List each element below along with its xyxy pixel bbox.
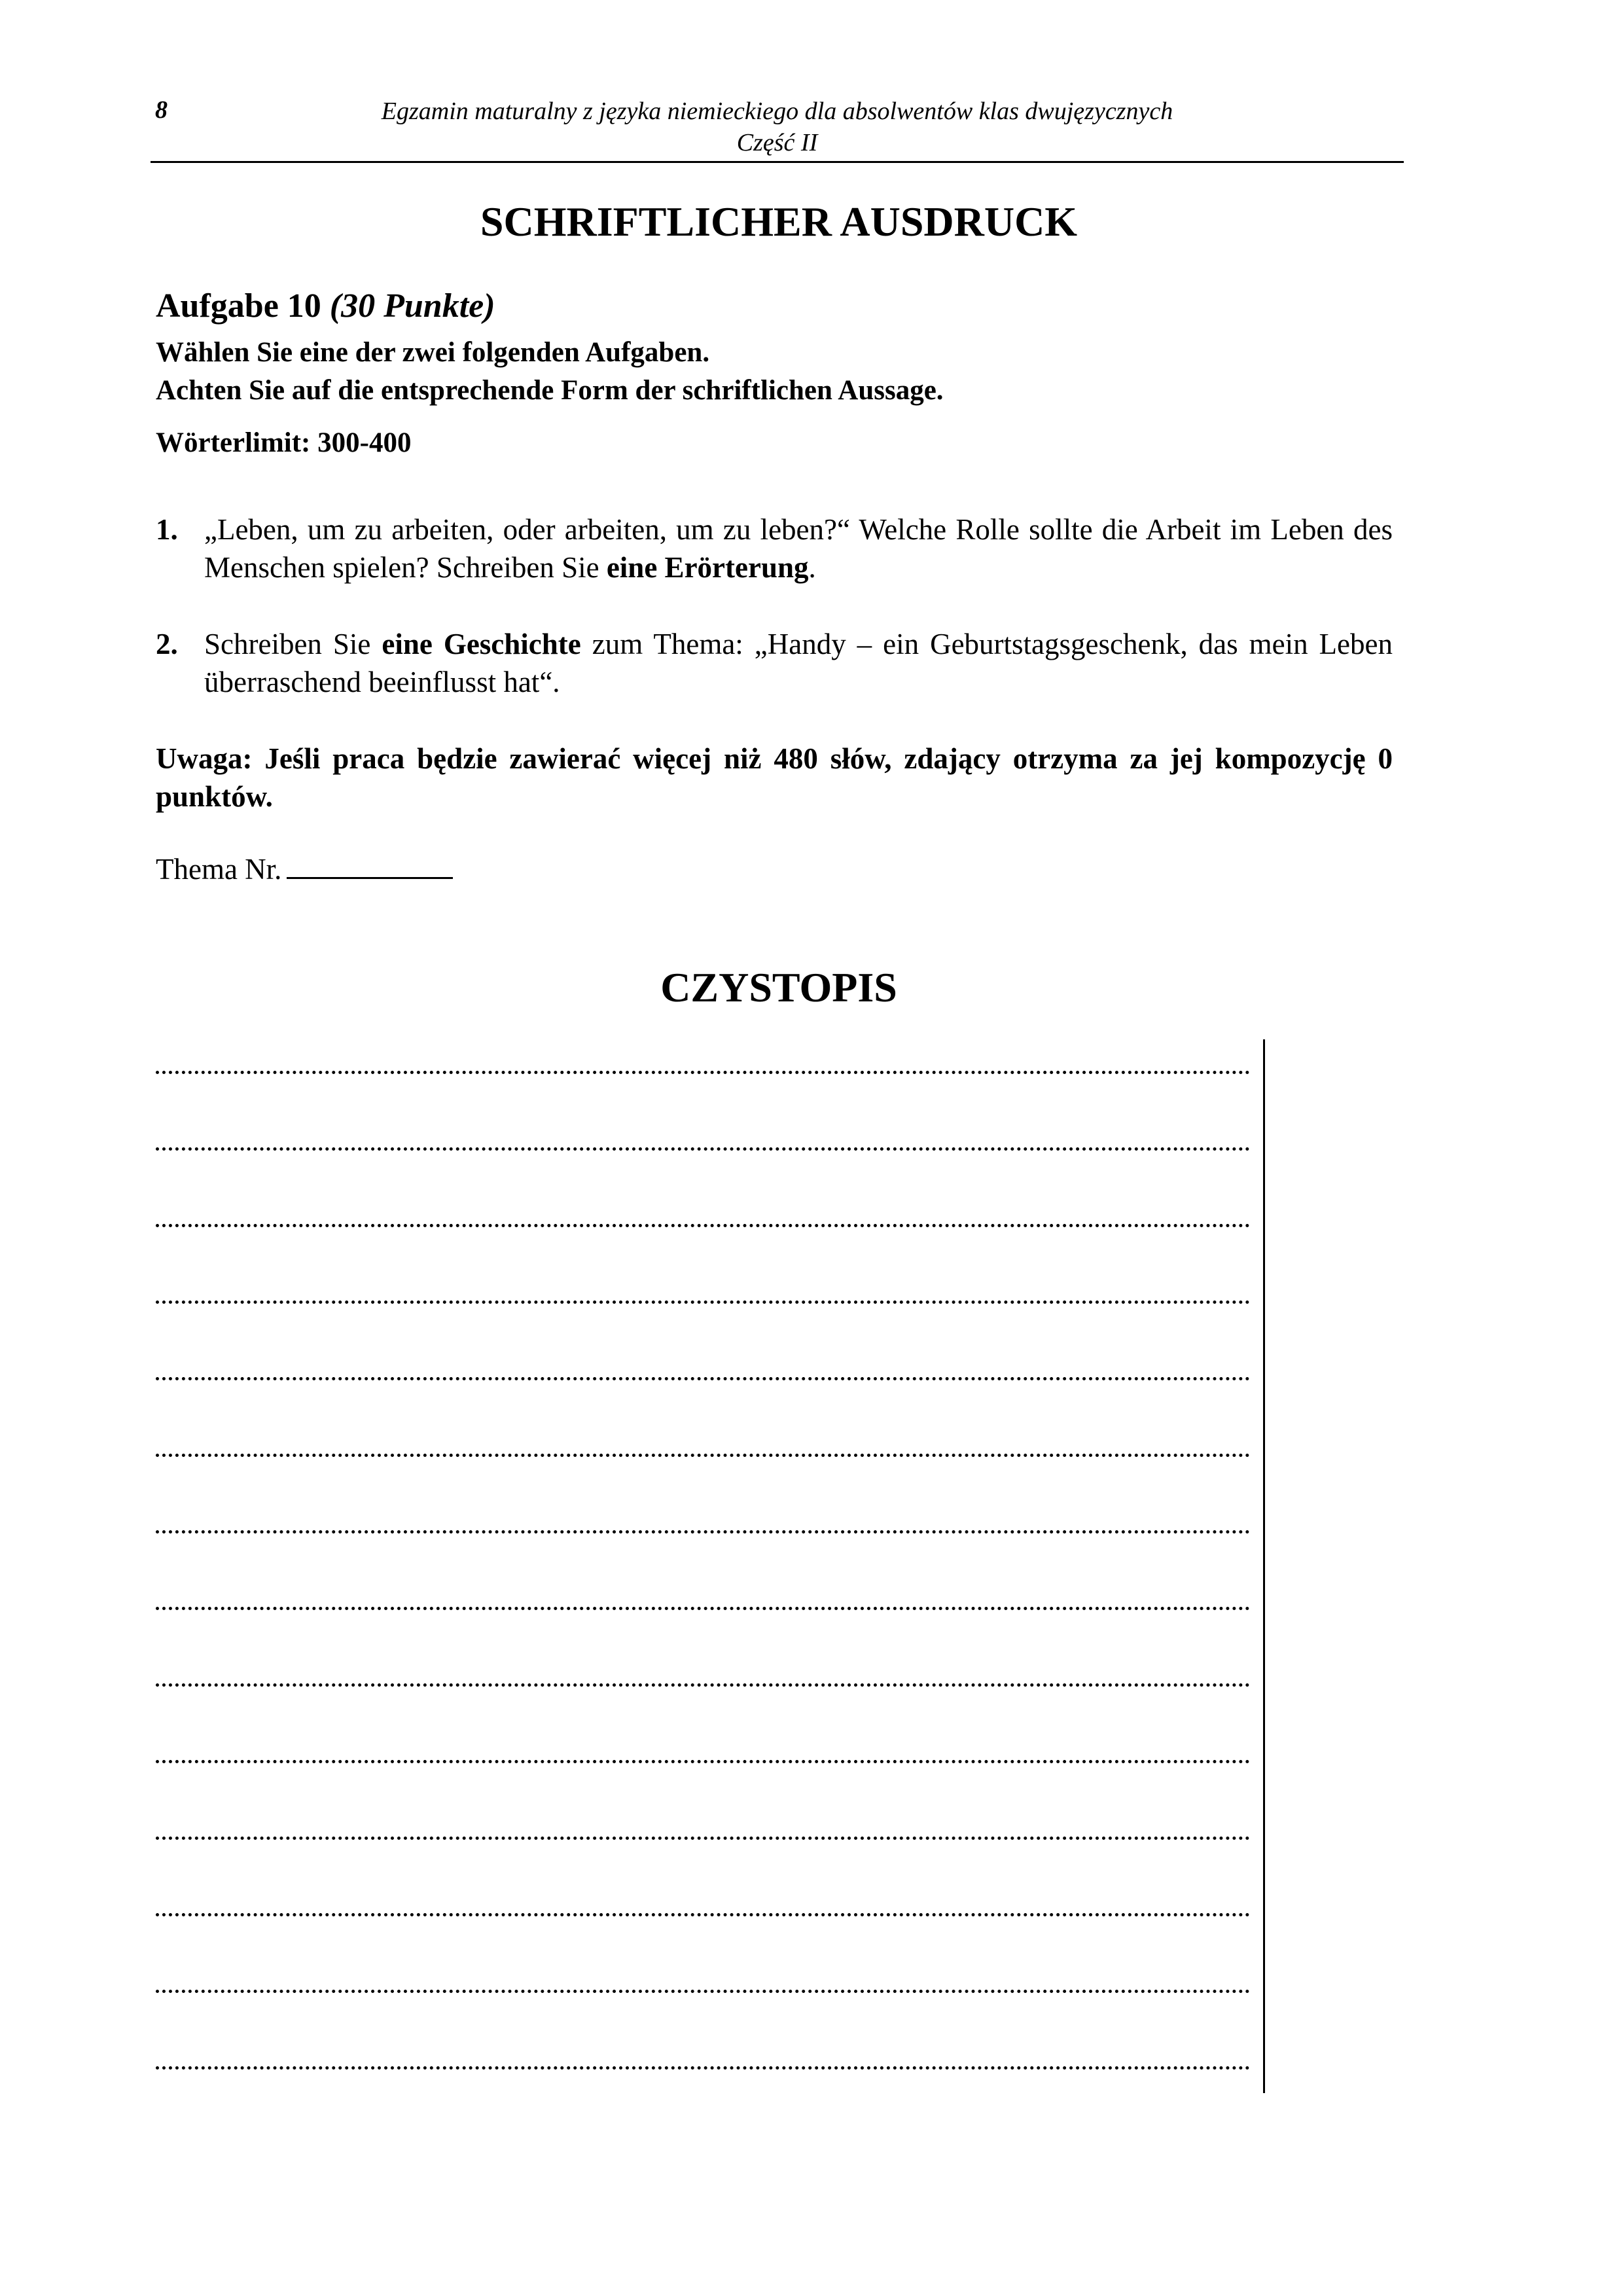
option-text-part: zum Thema: „Handy – ein Geburtstagsgeschenk, das mein Leben überraschend beeinflusst hat“. (204, 628, 1393, 698)
task-points: (30 Punkte) (329, 287, 495, 325)
word-limit: Wörterlimit: 300-400 (156, 427, 412, 458)
writing-line[interactable] (156, 1978, 1250, 2054)
writing-line[interactable] (156, 1442, 1250, 1518)
option-text (204, 511, 1393, 586)
option-text (204, 625, 1393, 701)
theme-number-blank[interactable] (287, 853, 453, 879)
section-title: SCHRIFTLICHER AUSDRUCK (480, 198, 1078, 245)
option-text-bold: eine Erörterung (606, 551, 809, 584)
writing-line[interactable] (156, 1059, 1250, 1136)
task-option-1 (156, 511, 1393, 586)
theme-label: Thema Nr. (156, 853, 282, 886)
theme-number-field[interactable] (156, 852, 453, 886)
task-name: Aufgabe 10 (156, 287, 321, 325)
writing-line[interactable] (156, 2054, 1250, 2131)
task-option-2 (156, 625, 1393, 701)
writing-line[interactable] (156, 1136, 1250, 1212)
option-number: 2. (156, 628, 178, 660)
page-number: 8 (155, 96, 168, 124)
clean-copy-title: CZYSTOPIS (660, 964, 897, 1011)
writing-line[interactable] (156, 1672, 1250, 1748)
option-text-part: . (808, 551, 816, 584)
instruction-choose: Wählen Sie eine der zwei folgenden Aufgaben. (156, 337, 710, 368)
task-heading (156, 287, 1393, 325)
writing-line[interactable] (156, 1748, 1250, 1825)
writing-line[interactable] (156, 1901, 1250, 1978)
exam-part: Część II (736, 129, 818, 156)
writing-line[interactable] (156, 1365, 1250, 1442)
exam-header (151, 96, 1404, 158)
instruction-form: Achten Sie auf die entsprechende Form der schriftlichen Aussage. (156, 375, 944, 406)
writing-line[interactable] (156, 1825, 1250, 1901)
writing-line[interactable] (156, 1518, 1250, 1595)
writing-line[interactable] (156, 1289, 1250, 1365)
header-divider (151, 161, 1404, 163)
option-number: 1. (156, 513, 178, 546)
margin-line (1263, 1039, 1265, 2093)
option-text-part: Schreiben Sie (204, 628, 382, 660)
exam-title: Egzamin maturalny z języka niemieckiego dla absolwentów klas dwujęzycznych (381, 98, 1173, 125)
option-text-bold: eine Geschichte (382, 628, 581, 660)
writing-line[interactable] (156, 1212, 1250, 1289)
word-count-warning: Uwaga: Jeśli praca będzie zawierać więcej niż 480 słów, zdający otrzyma za jej kompozycję 0 punktów. (156, 742, 1393, 813)
option-text-part: „Leben, um zu arbeiten, oder arbeiten, um zu leben?“ Welche Rolle sollte die Arbeit im Leben des Menschen spielen? Schreiben Sie (204, 513, 1393, 584)
writing-line[interactable] (156, 1595, 1250, 1672)
writing-area[interactable] (156, 1059, 1250, 2131)
